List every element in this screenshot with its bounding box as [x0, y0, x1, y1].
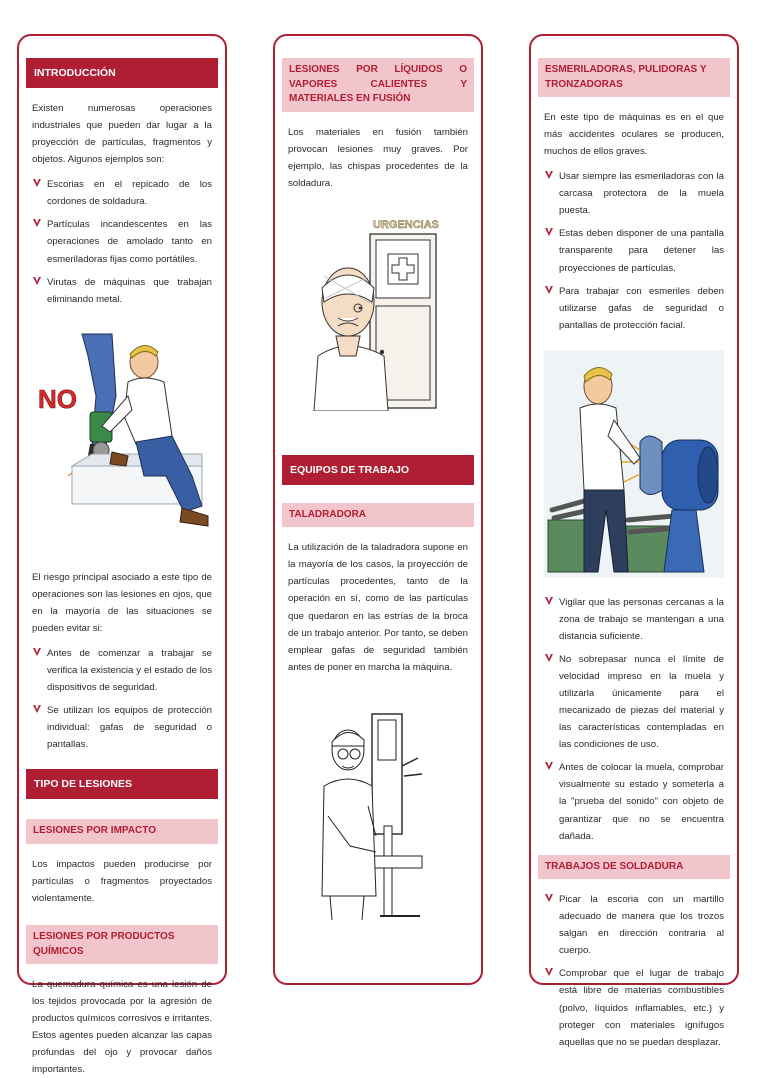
list-item: Antes de comenzar a trabajar se verifica la existencia y el estado de los dispositivos de seguridad.	[32, 645, 212, 696]
bullet-arrow-icon	[544, 170, 554, 180]
bullet-arrow-icon	[544, 227, 554, 237]
weld-header: TRABAJOS DE SOLDADURA	[538, 855, 730, 880]
bullet-arrow-icon	[544, 596, 554, 606]
drill-text: La utilización de la taladradora supone en la mayoría de los casos, la proyección de partículas procedentes, tanto de la operación en sí, como de las partículas que quedaron en las estrías de la broca de un trabajo anterior. Por tanto, se deben emplear gafas de seguridad también antes de poner en marcha la máquina.	[288, 542, 468, 673]
list-item: Para trabajar con esmeriles deben utilizarse gafas de seguridad o pantallas de protección facial.	[544, 283, 724, 334]
bullet-arrow-icon	[544, 761, 554, 771]
risk-bullet-list	[32, 645, 212, 753]
list-item: Vigilar que las personas cercanas a la zona de trabajo se mantengan a una distancia suficiente.	[544, 594, 724, 645]
intro-text: Existen numerosas operaciones industriales que pueden dar lugar a la proyección de partículas, fragmentos y objetos. Algunos ejemplos son:	[32, 103, 212, 166]
impact-text: Los impactos pueden producirse por partículas o fragmentos proyectados violentamente.	[32, 858, 212, 904]
list-item: Se utilizan los equipos de protección individual: gafas de seguridad o pantallas.	[32, 702, 212, 753]
panel-left	[17, 34, 227, 1076]
grinder-text: En este tipo de máquinas es en el que más accidentes oculares se producen, muchos de ellos graves.	[544, 112, 724, 158]
list-item: Virutas de máquinas que trabajan eliminando metal.	[32, 274, 212, 308]
list-item: Comprobar que el lugar de trabajo está libre de materias combustibles (polvo, líquidos inflamables, etc.) y proteger con materiales ignífugos aquellas que no se puedan desplazar.	[544, 965, 724, 1050]
grinder-bullet-list	[544, 168, 724, 334]
list-item: Antes de colocar la muela, comprobar visualmente su estado y someterla a la "prueba del sonido" con objeto de garantizar que no se encuentra dañada.	[544, 759, 724, 844]
bullet-arrow-icon	[32, 218, 42, 228]
bullet-arrow-icon	[544, 653, 554, 663]
chem-header: LESIONES POR PRODUCTOS QUÍMICOS	[26, 925, 218, 964]
bullet-arrow-icon	[32, 647, 42, 657]
bullet-arrow-icon	[32, 178, 42, 188]
risk-text: El riesgo principal asociado a este tipo de operaciones son las lesiones en ojos, que en la mayoría de las situaciones se pueden evitar si:	[32, 571, 212, 634]
liquids-text: Los materiales en fusión también provocan lesiones muy graves. Por ejemplo, las chispas procedentes de la soldadura.	[288, 126, 468, 189]
grinder-bullet-list-2	[544, 594, 724, 845]
grinding-worker-illustration	[32, 326, 212, 551]
list-item: Usar siempre las esmeriladoras con la carcasa protectora de la muela puesta.	[544, 168, 724, 219]
bullet-arrow-icon	[32, 704, 42, 714]
intro-bullet-list	[32, 176, 212, 307]
list-item: Escorias en el repicado de los cordones de soldadura.	[32, 176, 212, 210]
list-item: No sobrepasar nunca el límite de velocidad impreso en la muela y utilizarla únicamente para el mecanizado de piezas del material y las características contempladas en las condiciones de uso.	[544, 651, 724, 753]
list-item: Picar la escoria con un martillo adecuado de manera que los trozos salgan en dirección contraria al cuerpo.	[544, 891, 724, 959]
liquids-header: LESIONES POR LÍQUIDOS O VAPORES CALIENTES Y MATERIALES EN FUSIÓN	[282, 58, 474, 112]
types-header: TIPO DE LESIONES	[26, 769, 218, 799]
panel-right	[529, 34, 739, 1048]
drill-header: TALADRADORA	[282, 503, 474, 528]
bullet-arrow-icon	[544, 893, 554, 903]
bench-grinder-worker-illustration	[544, 350, 724, 578]
no-label: NO	[38, 383, 77, 414]
urgencias-sign: URGENCIAS	[373, 218, 440, 231]
bullet-arrow-icon	[32, 276, 42, 286]
bullet-arrow-icon	[544, 967, 554, 977]
intro-header: INTRODUCCIÓN	[26, 58, 218, 88]
panel-middle	[273, 34, 483, 985]
injured-patient-illustration	[308, 206, 448, 411]
grinder-header: ESMERILADORAS, PULIDORAS Y TRONZADORAS	[538, 58, 730, 97]
list-item: Partículas incandescentes en las operaciones de amolado tanto en esmeriladoras fijas como portátiles.	[32, 216, 212, 267]
drill-press-illustration	[320, 706, 436, 926]
impact-header: LESIONES POR IMPACTO	[26, 819, 218, 844]
list-item: Estas deben disponer de una pantalla transparente para detener las proyecciones de partículas.	[544, 225, 724, 276]
weld-bullet-list	[544, 891, 724, 1051]
bullet-arrow-icon	[544, 285, 554, 295]
equip-header: EQUIPOS DE TRABAJO	[282, 455, 474, 485]
chem-text: La quemadura química es una lesión de los tejidos provocada por la agresión de productos químicos corrosivos e irritantes. Estos agentes pueden alcanzar las capas profundas del ojo y provocar daños importantes.	[32, 979, 212, 1076]
